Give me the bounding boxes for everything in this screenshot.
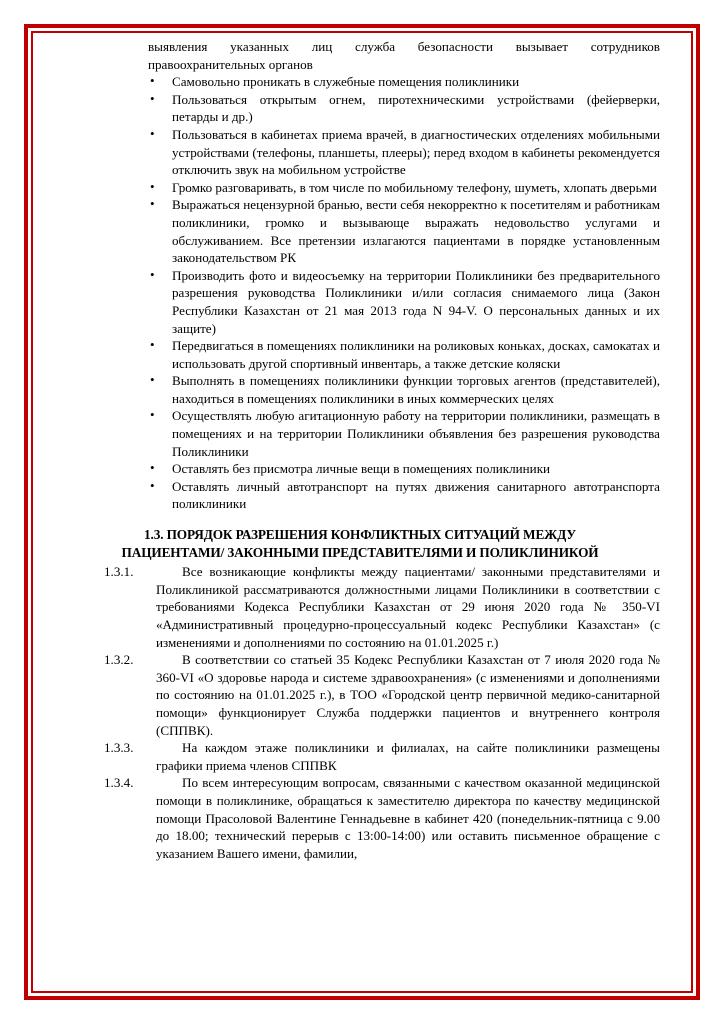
list-item: • Оставлять личный автотранспорт на путях движения санитарного автотранспорта поликлиники — [148, 478, 660, 513]
clause-text: На каждом этаже поликлиники и филиалах, на сайте поликлиники размещены графики приема членов СППВК — [156, 740, 660, 773]
section-heading-line-1: 1.3. ПОРЯДОК РАЗРЕШЕНИЯ КОНФЛИКТНЫХ СИТУАЦИЙ МЕЖДУ — [144, 527, 576, 543]
list-item: • Пользоваться открытым огнем, пиротехническими устройствами (фейерверки, петарды и др.) — [148, 91, 660, 126]
clause-number: 1.3.4. — [104, 775, 134, 791]
list-item: • Выполнять в помещениях поликлиники функции торговых агентов (представителей), находиться в помещениях поликлиники в иных коммерческих целях — [148, 372, 660, 407]
clause-number: 1.3.3. — [104, 740, 134, 756]
list-item: • Пользоваться в кабинетах приема врачей, в диагностических отделениях мобильными устройствами (телефоны, планшеты, плееры); перед входом в кабинеты рекомендуется отключить звук на мобильном устройстве — [148, 126, 660, 179]
clause-item — [104, 774, 660, 862]
clause-item — [104, 563, 660, 651]
list-item: • Производить фото и видеосъемку на территории Поликлиники без предварительного разрешения руководства Поликлиники и/или согласия снимаемого лица (Закон Республики Казахстан от 21 мая 2013 года N 94-V. О персональных данных и их защите) — [148, 267, 660, 337]
clause-item — [104, 739, 660, 774]
prohibitions-list — [60, 73, 660, 513]
list-item: • Выражаться нецензурной бранью, вести себя некорректно к посетителям и работникам поликлиники, громко и вызывающе выражать недовольство услугами и обслуживанием. Все претензии излагаются пациентами в порядке установленным законодательством РК — [148, 196, 660, 266]
continued-paragraph: выявления указанных лиц служба безопасности вызывает сотрудников правоохранительных органов — [148, 39, 660, 72]
clause-text: По всем интересующим вопросам, связанными с качеством оказанной медицинской помощи в поликлинике, обращаться к заместителю директора по качеству медицинской помощи Прасоловой Валентине Геннадьевне в кабинет 420 (понедельник-пятница с 9.00 до 18.00; технический перерыв с 13:00-14:00) или оставить письменное обращение с указанием Вашего имени, фамилии, — [156, 775, 660, 861]
clause-item — [104, 651, 660, 739]
list-item: • Передвигаться в помещениях поликлиники на роликовых коньках, досках, самокатах и использовать другой спортивный инвентарь, а также детские коляски — [148, 337, 660, 372]
clause-text: В соответствии со статьей 35 Кодекс Республики Казахстан от 7 июля 2020 года № 360-VI «О здоровье народа и системе здравоохранения» (с изменениями и дополнениями по состоянию на 01.01.2025 г.), в ТОО «Городской центр первичной медико-санитарной помощи» функционирует Служба поддержки пациентов и внутреннего контроля (СППВК). — [156, 652, 660, 738]
clause-text: Все возникающие конфликты между пациентами/ законными представителями и Поликлиникой рассматриваются должностными лицами Поликлиники в соответствии с требованиями Кодекса Республики Казахстан от 29 июня 2020 года № 350-VI «Административный процедурно-процессуальный кодекс Республики Казахстан» (с изменениями и дополнениями по состоянию на 01.01.2025 г.) — [156, 564, 660, 650]
page-title — [60, 526, 660, 561]
document-content — [56, 38, 668, 986]
clauses-list — [60, 563, 660, 862]
clause-number: 1.3.1. — [104, 564, 134, 580]
list-item: • Громко разговаривать, в том числе по мобильному телефону, шуметь, хлопать дверьми — [148, 179, 660, 197]
list-item: • Оставлять без присмотра личные вещи в помещениях поликлиники — [148, 460, 660, 478]
list-item: • Самовольно проникать в служебные помещения поликлиники — [148, 73, 660, 91]
clause-number: 1.3.2. — [104, 652, 134, 668]
list-item: • Осуществлять любую агитационную работу на территории поликлиники, размещать в помещениях и на территории Поликлиники объявления без разрешения руководства Поликлиники — [148, 407, 660, 460]
section-heading-line-2: ПАЦИЕНТАМИ/ ЗАКОННЫМИ ПРЕДСТАВИТЕЛЯМИ И ПОЛИКЛИНИКОЙ — [121, 544, 599, 560]
